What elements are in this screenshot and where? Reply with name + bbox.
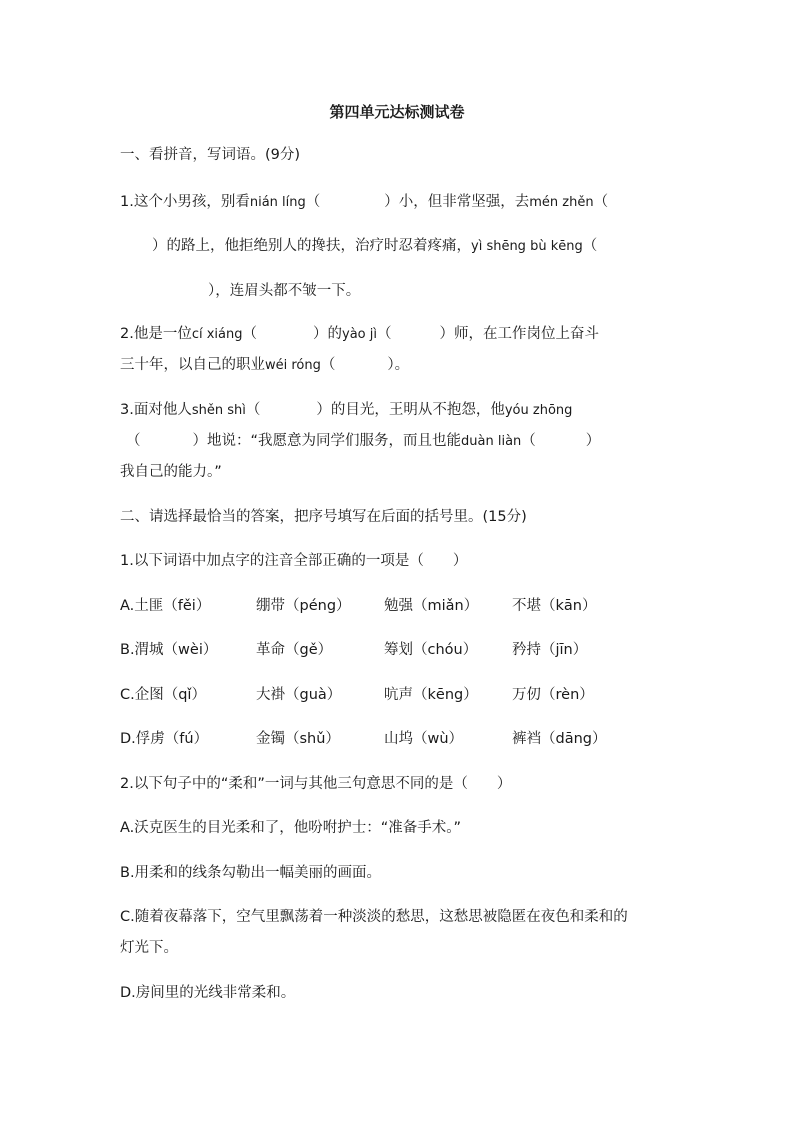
option-word: B.渭城（wèi） bbox=[120, 642, 218, 658]
q2-option-a[interactable]: A.沃克医生的目光柔和了，他吩咐护士：“准备手术。” bbox=[120, 820, 462, 836]
option-word: 不堪（kān） bbox=[512, 598, 597, 614]
pinyin: yóu zhōng bbox=[504, 403, 573, 418]
pinyin: nián líng bbox=[249, 195, 306, 210]
option-word: 筹划（chóu） bbox=[384, 642, 478, 658]
text: 的目光，王明从不抱怨，他 bbox=[330, 402, 505, 418]
text: 。 bbox=[394, 357, 410, 373]
answer-blank[interactable]: （ ） bbox=[245, 402, 331, 418]
question-1-1-line-3 bbox=[120, 281, 360, 301]
text: 地说：“我愿意为同学们服务，而且也能 bbox=[207, 433, 462, 449]
question-1-1-line-2 bbox=[120, 236, 597, 257]
answer-blank-close[interactable]: ） bbox=[208, 283, 216, 299]
answer-blank[interactable]: （ ） bbox=[376, 326, 454, 342]
q2-option-d[interactable]: D.房间里的光线非常柔和。 bbox=[120, 985, 296, 1001]
option-word: D.俘虏（fú） bbox=[120, 731, 209, 747]
option-word: 大褂（guà） bbox=[256, 687, 342, 703]
answer-blank[interactable]: （ ） bbox=[320, 357, 395, 373]
pinyin: yì shēng bù kēng bbox=[471, 239, 583, 254]
option-word: 革命（gě） bbox=[256, 642, 333, 658]
question-1-1-line-1 bbox=[120, 192, 608, 213]
answer-blank-open[interactable]: （ bbox=[593, 194, 609, 210]
question-1-3-line-1 bbox=[120, 400, 572, 421]
answer-blank[interactable]: （ ） bbox=[521, 433, 601, 449]
pinyin: yào jì bbox=[342, 327, 377, 342]
option-word: 吭声（kēng） bbox=[384, 687, 478, 703]
option-word: A.土匪（fěi） bbox=[120, 598, 211, 614]
question-1-2-line-1 bbox=[120, 324, 599, 345]
text: 2.他是一位 bbox=[120, 326, 192, 342]
answer-blank[interactable]: （ ） bbox=[305, 194, 399, 210]
pinyin: cí xiáng bbox=[191, 327, 243, 342]
option-word: 勉强（miǎn） bbox=[384, 598, 479, 614]
q2-option-c-line-2[interactable]: 灯光下。 bbox=[120, 940, 178, 956]
pinyin: wéi róng bbox=[265, 358, 321, 373]
option-word: 绷带（péng） bbox=[256, 598, 351, 614]
text: 1.这个小男孩，别看 bbox=[120, 194, 250, 210]
answer-blank-close[interactable]: ） bbox=[152, 238, 167, 254]
section-1-heading: 一、看拼音，写词语。(9分) bbox=[120, 147, 301, 163]
text: ，连眉头都不皱一下。 bbox=[215, 283, 361, 299]
q2-option-c-line-1[interactable]: C.随着夜幕落下，空气里飘荡着一种淡淡的愁思，这愁思被隐匿在夜色和柔和的 bbox=[120, 909, 628, 925]
text: 3.面对他人 bbox=[120, 402, 192, 418]
option-word: C.企图（qǐ） bbox=[120, 687, 206, 703]
text: 三十年，以自己的职业 bbox=[120, 357, 265, 373]
text: 小，但非常坚强，去 bbox=[398, 194, 530, 210]
option-word: 金镯（shǔ） bbox=[256, 731, 340, 747]
page-title: 第四单元达标测试卷 bbox=[329, 103, 465, 121]
question-1-3-line-2 bbox=[120, 431, 600, 452]
answer-blank[interactable]: （ ） bbox=[242, 326, 328, 342]
option-word: 矜持（jīn） bbox=[512, 642, 588, 658]
question-1-3-line-3: 我自己的能力。” bbox=[120, 464, 222, 480]
pinyin: duàn liàn bbox=[461, 434, 522, 449]
pinyin: shěn shì bbox=[191, 403, 246, 418]
question-2-2: 2.以下句子中的“柔和”一词与其他三句意思不同的是（ ） bbox=[120, 776, 512, 792]
option-word: 万仞（rèn） bbox=[512, 687, 594, 703]
section-2-heading: 二、请选择最恰当的答案，把序号填写在后面的括号里。(15分) bbox=[120, 509, 527, 525]
question-1-2-line-2 bbox=[120, 355, 409, 376]
pinyin: mén zhěn bbox=[529, 195, 594, 210]
answer-blank[interactable]: （ ） bbox=[126, 433, 207, 449]
option-word: 裤裆（dāng） bbox=[512, 731, 607, 747]
option-word: 山坞（wù） bbox=[384, 731, 464, 747]
text: 的 bbox=[327, 326, 342, 342]
answer-blank-open[interactable]: （ bbox=[582, 238, 598, 254]
text: 师，在工作岗位上奋斗 bbox=[453, 326, 599, 342]
text: 的路上，他拒绝别人的搀扶，治疗时忍着疼痛， bbox=[166, 238, 471, 254]
q2-option-b[interactable]: B.用柔和的线条勾勒出一幅美丽的画面。 bbox=[120, 865, 382, 881]
question-2-1: 1.以下词语中加点字的注音全部正确的一项是（ ） bbox=[120, 553, 468, 569]
